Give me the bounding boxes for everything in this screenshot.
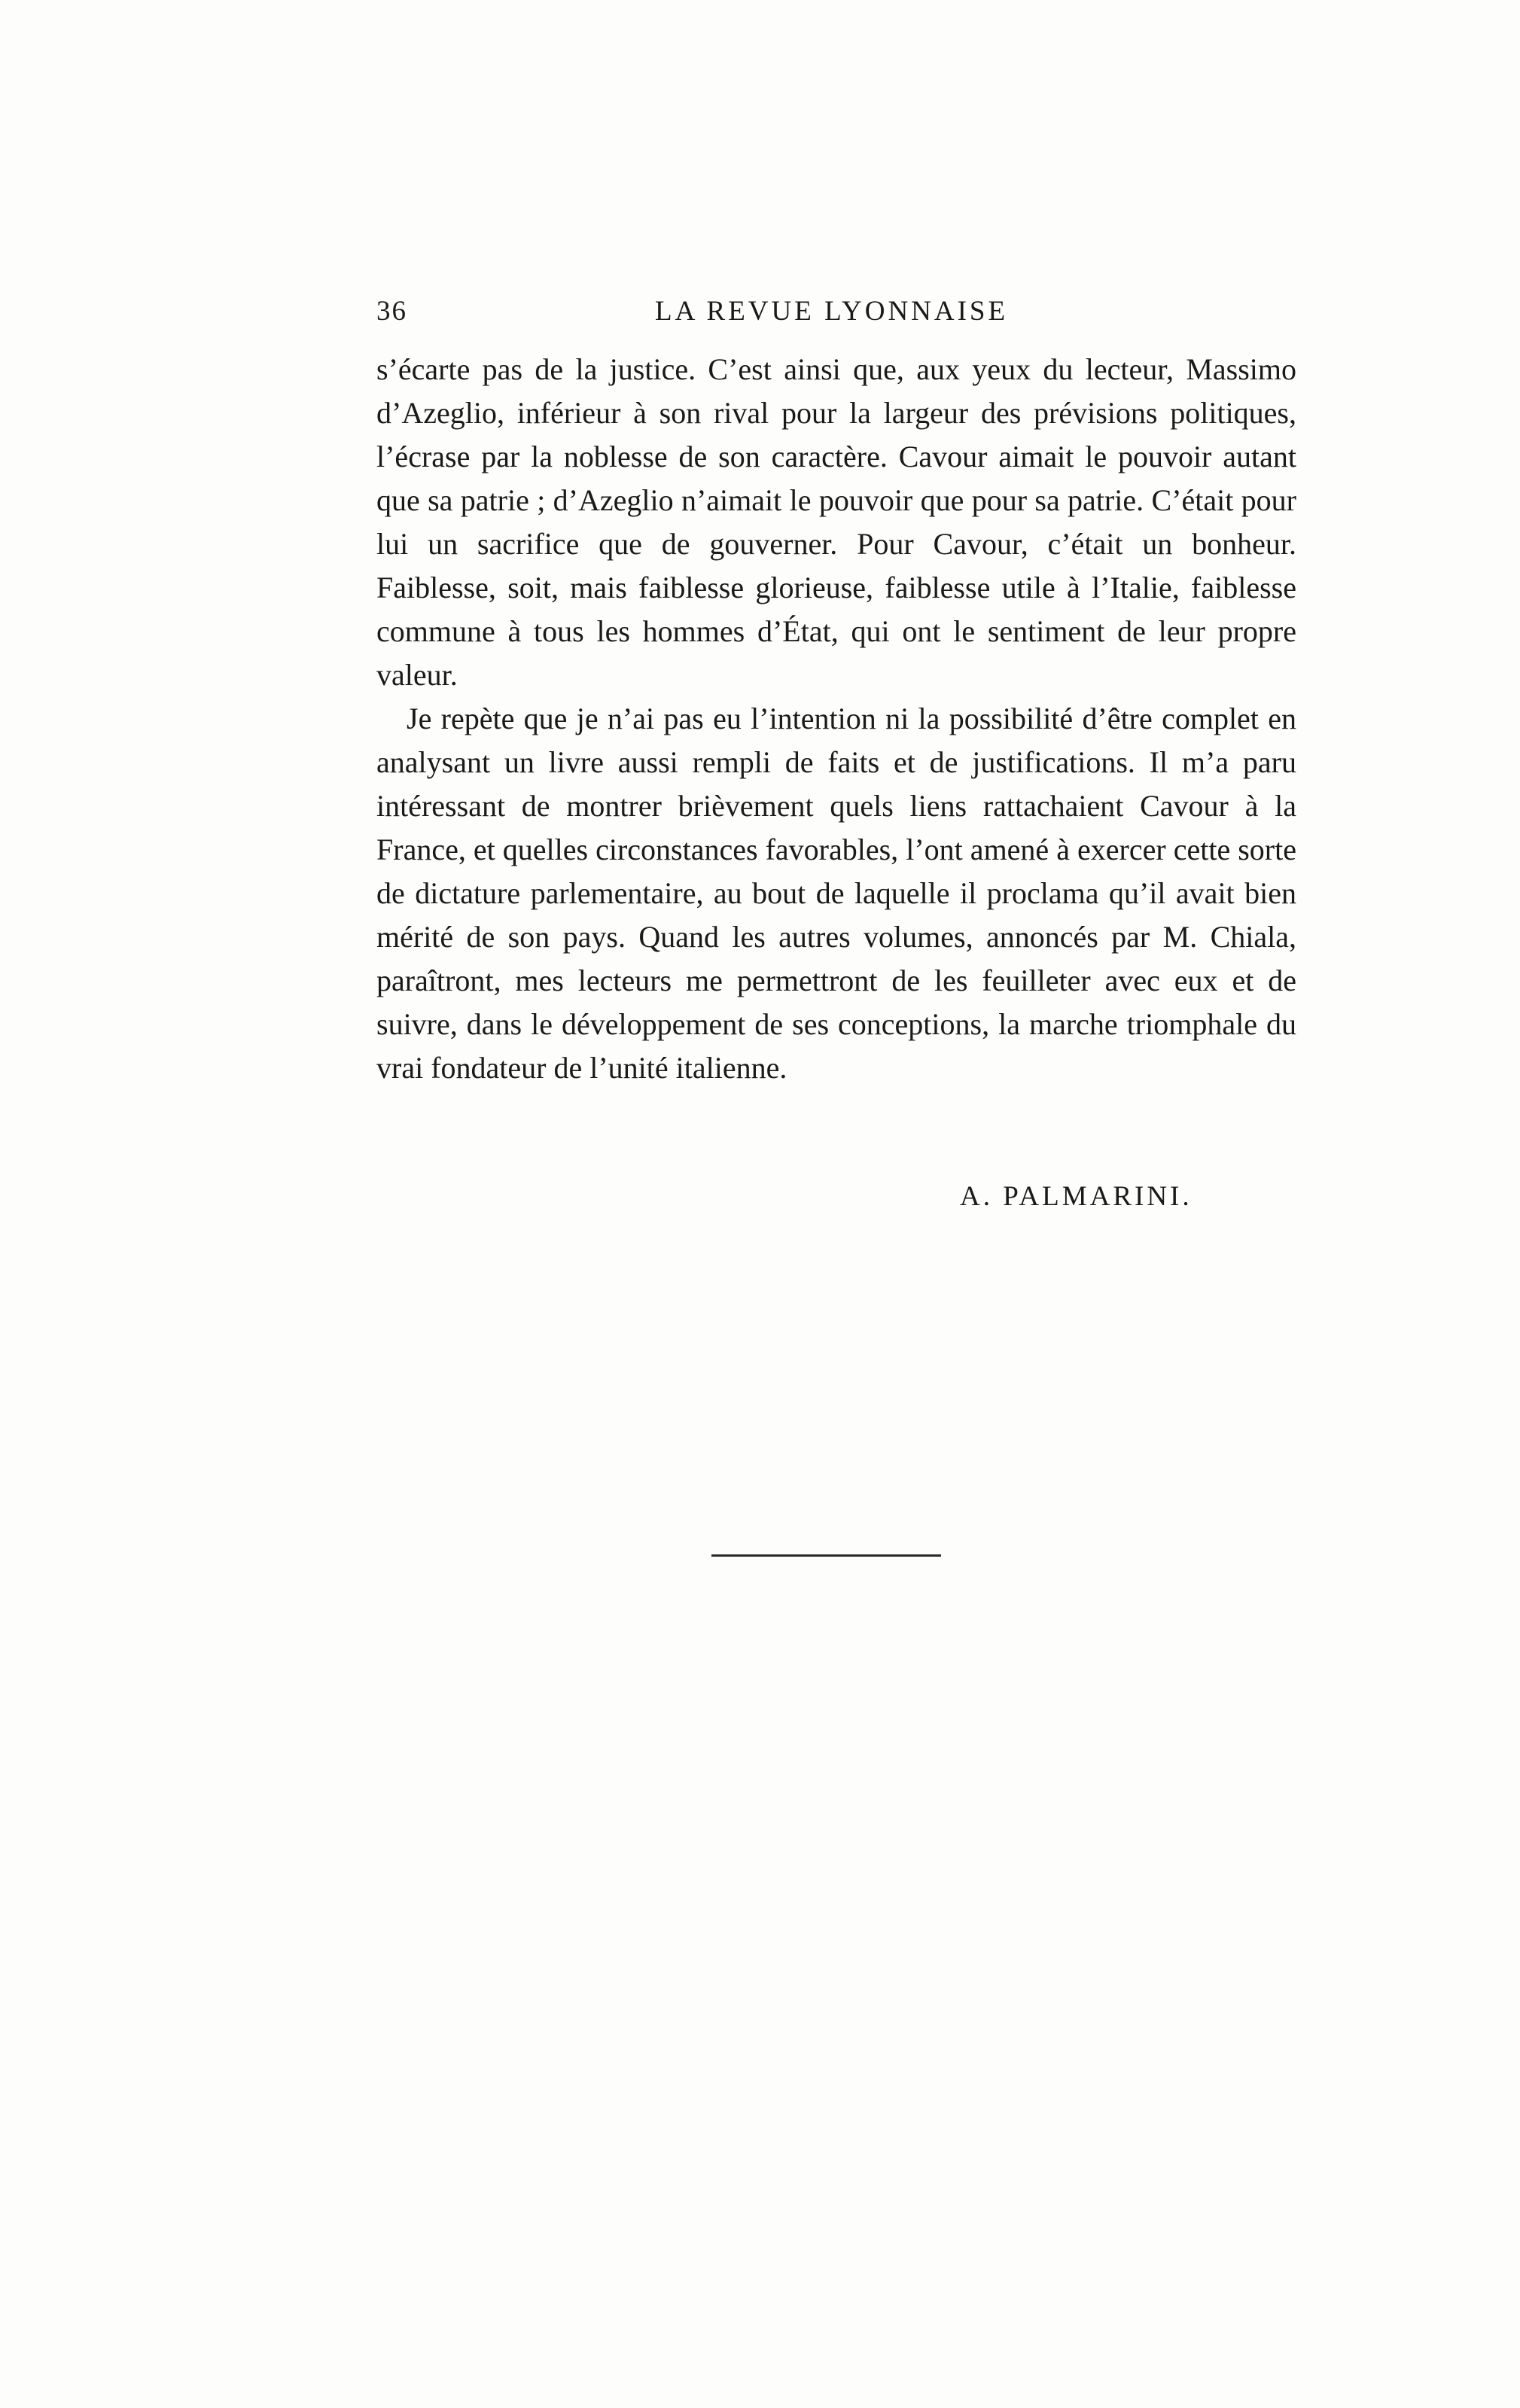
page-number: 36 [376, 296, 407, 327]
paragraph: s’écarte pas de la justice. C’est ainsi que, aux yeux du lecteur, Massimo d’Azeglio, inférieur à son rival pour la largeur des prévisions politiques, l’écrase par la noblesse de son caractère. Cavour aimait le pouvoir autant que sa patrie ; d’Azeglio n’aimait le pouvoir que pour sa patrie. C’était pour lui un sacrifice que de gouverner. Pour Cavour, c’était un bonheur. Faiblesse, soit, mais faiblesse glorieuse, faiblesse utile à l’Italie, faiblesse commune à tous les hommes d’État, qui ont le sentiment de leur propre valeur. [376, 352, 1296, 692]
paragraph: Je repète que je n’ai pas eu l’intention ni la possibilité d’être complet en analysant un livre aussi rempli de faits et de justifications. Il m’a paru intéressant de montrer brièvement quels liens rattachaient Cavour à la France, et quelles circonstances favorables, l’ont amené à exercer cette sorte de dictature parlementaire, au bout de laquelle il proclama qu’il avait bien mérité de son pays. Quand les autres volumes, annoncés par M. Chiala, paraîtront, mes lecteurs me permettront de les feuilleter avec eux et de suivre, dans le développement de ses conceptions, la marche triomphale du vrai fondateur de l’unité italienne. [376, 702, 1296, 1085]
section-divider [711, 1554, 941, 1557]
journal-title: LA REVUE LYONNAISE [655, 296, 1009, 327]
article-body [376, 348, 1296, 1090]
author-signature: A. PALMARINI. [960, 1181, 1193, 1212]
running-header [376, 295, 1223, 333]
